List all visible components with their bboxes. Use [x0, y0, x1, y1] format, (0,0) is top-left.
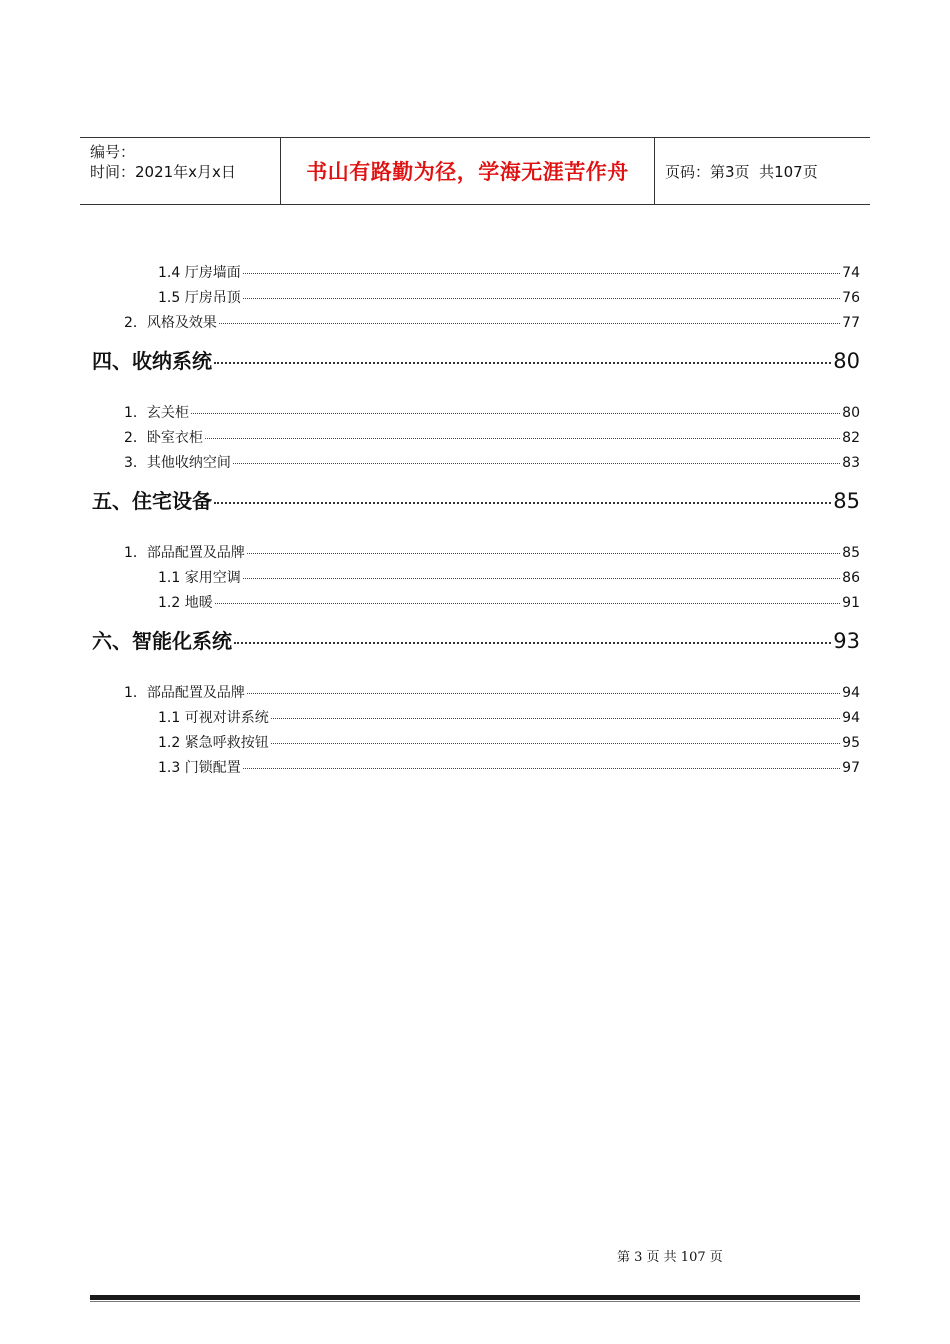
- toc-label: 1.2 紧急呼救按钮: [158, 735, 269, 751]
- toc-page: 77: [842, 315, 860, 331]
- toc-page: 85: [833, 489, 860, 513]
- toc-page: 74: [842, 265, 860, 281]
- toc-page: 94: [842, 710, 860, 726]
- toc-leader: [247, 553, 840, 554]
- toc-entry[interactable]: [124, 682, 860, 702]
- toc-label: 1．玄关柜: [124, 405, 189, 421]
- toc-page: 94: [842, 685, 860, 701]
- toc-page: 80: [833, 349, 860, 373]
- toc-label: 2．卧室衣柜: [124, 430, 203, 446]
- toc-label: 3．其他收纳空间: [124, 455, 231, 471]
- toc-leader: [243, 298, 840, 299]
- toc-chapter-label: 五、住宅设备: [92, 489, 212, 513]
- toc-label: 1.2 地暖: [158, 595, 213, 611]
- footer-rule: [90, 1295, 860, 1300]
- footer-page-number: 第 3 页 共 107 页: [617, 1250, 723, 1265]
- toc-entry[interactable]: [158, 262, 860, 282]
- toc-entry[interactable]: [158, 732, 860, 752]
- toc-chapter-label: 六、智能化系统: [92, 629, 232, 653]
- toc-label: 1．部品配置及品牌: [124, 545, 245, 561]
- toc-label: 2．风格及效果: [124, 315, 217, 331]
- toc-entry[interactable]: [124, 402, 860, 422]
- toc-label: 1．部品配置及品牌: [124, 685, 245, 701]
- toc-leader: [205, 438, 840, 439]
- time-label: 时间：2021年x月x日: [90, 163, 236, 181]
- toc-leader: [243, 273, 840, 274]
- toc-page: 95: [842, 735, 860, 751]
- toc-entry[interactable]: [124, 452, 860, 472]
- toc-entry[interactable]: [158, 287, 860, 307]
- toc-label: 1.4 厅房墙面: [158, 265, 241, 281]
- toc-entry[interactable]: [158, 757, 860, 777]
- toc-label: 1.5 厅房吊顶: [158, 290, 241, 306]
- number-label: 编号：: [90, 143, 136, 161]
- toc-page: 85: [842, 545, 860, 561]
- header-meta: [80, 138, 281, 204]
- toc-leader: [215, 603, 840, 604]
- toc-chapter[interactable]: [92, 345, 860, 374]
- footer-rule-thin: [90, 1301, 860, 1302]
- toc-chapter[interactable]: [92, 485, 860, 514]
- toc-entry[interactable]: [124, 312, 860, 332]
- toc-page: 91: [842, 595, 860, 611]
- toc-entry[interactable]: [158, 592, 860, 612]
- page-header: [80, 137, 870, 205]
- toc-label: 1.1 可视对讲系统: [158, 710, 269, 726]
- toc-leader: [214, 502, 831, 504]
- toc-chapter-label: 四、收纳系统: [92, 349, 212, 373]
- toc-leader: [243, 578, 840, 579]
- toc-page: 86: [842, 570, 860, 586]
- toc-leader: [271, 718, 840, 719]
- toc-leader: [234, 642, 831, 644]
- toc-leader: [247, 693, 840, 694]
- toc-entry[interactable]: [158, 707, 860, 727]
- toc-page: 80: [842, 405, 860, 421]
- page-info-text: 页码：第3页 共107页: [665, 162, 818, 181]
- toc-label: 1.3 门锁配置: [158, 760, 241, 776]
- toc-page: 82: [842, 430, 860, 446]
- toc-leader: [214, 362, 831, 364]
- toc-leader: [233, 463, 840, 464]
- toc-leader: [191, 413, 840, 414]
- toc-page: 97: [842, 760, 860, 776]
- toc-entry[interactable]: [158, 567, 860, 587]
- toc-entry[interactable]: [124, 542, 860, 562]
- header-motto: 书山有路勤为径，学海无涯苦作舟: [281, 138, 655, 204]
- toc-leader: [271, 743, 840, 744]
- toc-label: 1.1 家用空调: [158, 570, 241, 586]
- toc-page: 76: [842, 290, 860, 306]
- header-page-info: [655, 138, 870, 204]
- toc-entry[interactable]: [124, 427, 860, 447]
- toc-page: 93: [833, 629, 860, 653]
- toc-page: 83: [842, 455, 860, 471]
- toc-leader: [243, 768, 840, 769]
- toc-chapter[interactable]: [92, 625, 860, 654]
- toc-leader: [219, 323, 840, 324]
